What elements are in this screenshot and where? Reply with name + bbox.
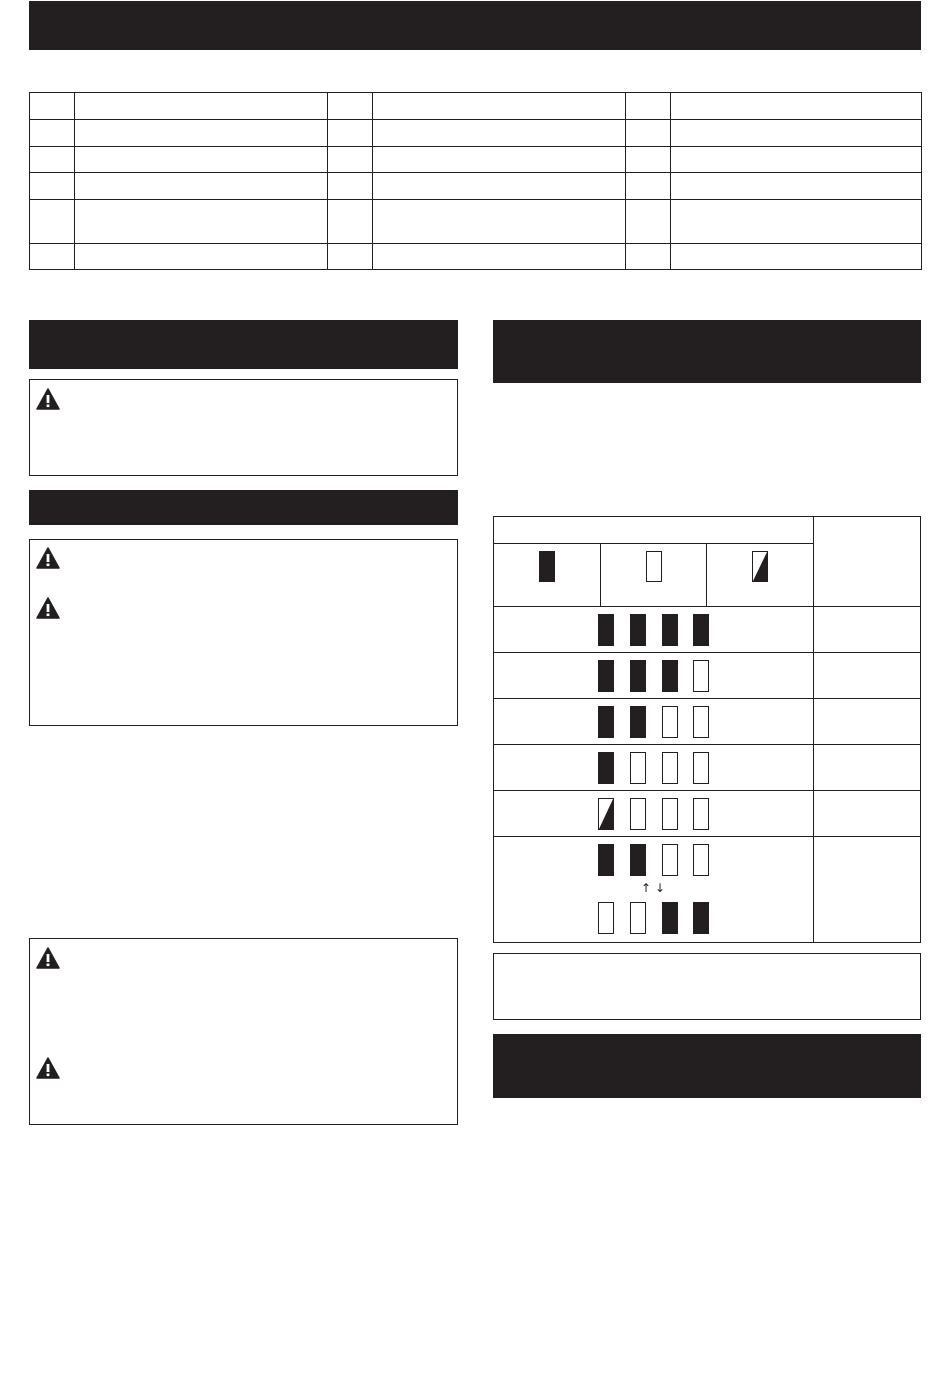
table-row	[30, 147, 922, 173]
table-row	[30, 120, 922, 147]
lamp-off-icon	[630, 902, 646, 934]
parts-table	[29, 92, 922, 270]
warning-box	[29, 539, 458, 726]
table-cell	[75, 93, 328, 120]
table-cell	[75, 147, 328, 173]
warning-triangle-icon	[36, 547, 60, 569]
table-divider	[600, 543, 601, 606]
table-cell	[75, 200, 328, 244]
lamp-off-icon	[693, 752, 709, 784]
table-cell	[671, 173, 922, 200]
table-cell	[373, 93, 626, 120]
arrow-down-icon: ↓	[655, 881, 666, 895]
lamp-off-icon	[662, 844, 678, 876]
table-cell	[328, 244, 373, 270]
table-cell	[30, 120, 75, 147]
table-cell	[30, 173, 75, 200]
lamp-off-icon	[662, 706, 678, 738]
page-header-bar	[29, 1, 921, 50]
indicator-table	[493, 516, 921, 943]
section-heading-bar	[29, 490, 458, 525]
lamp-lit-icon	[693, 902, 709, 934]
table-cell	[328, 120, 373, 147]
lamp-off-icon	[630, 798, 646, 830]
table-cell	[30, 93, 75, 120]
table-divider	[494, 744, 920, 745]
section-heading-bar	[493, 320, 921, 383]
table-divider	[494, 543, 813, 544]
lamp-off-icon	[693, 660, 709, 692]
lamp-off-icon	[693, 706, 709, 738]
warning-box	[29, 379, 458, 476]
table-cell	[626, 244, 671, 270]
table-cell	[626, 93, 671, 120]
table-cell	[671, 147, 922, 173]
table-divider	[494, 836, 920, 837]
table-cell	[328, 173, 373, 200]
table-cell	[373, 173, 626, 200]
section-heading-bar	[29, 320, 458, 369]
lamp-lit-icon	[662, 614, 678, 646]
table-cell	[328, 93, 373, 120]
table-cell	[671, 200, 922, 244]
table-divider	[494, 698, 920, 699]
table-cell	[671, 120, 922, 147]
table-cell	[671, 93, 922, 120]
table-cell	[30, 244, 75, 270]
lamp-off-icon	[646, 551, 662, 582]
table-cell	[328, 200, 373, 244]
table-cell	[30, 200, 75, 244]
table-cell	[373, 244, 626, 270]
table-cell	[75, 173, 328, 200]
lamp-lit-icon	[630, 614, 646, 646]
table-cell	[626, 147, 671, 173]
lamp-lit-icon	[539, 551, 555, 582]
table-cell	[626, 120, 671, 147]
table-cell	[373, 120, 626, 147]
warning-triangle-icon	[36, 947, 60, 969]
lamp-lit-icon	[662, 902, 678, 934]
lamp-blinking-icon	[752, 551, 768, 582]
table-cell	[30, 147, 75, 173]
warning-triangle-icon	[36, 597, 60, 619]
table-row	[30, 93, 922, 120]
lamp-lit-icon	[598, 844, 614, 876]
warning-triangle-icon	[36, 1057, 60, 1079]
table-divider	[494, 652, 920, 653]
lamp-off-icon	[630, 752, 646, 784]
table-cell	[626, 173, 671, 200]
lamp-lit-icon	[662, 660, 678, 692]
lamp-off-icon	[662, 752, 678, 784]
lamp-off-icon	[693, 844, 709, 876]
lamp-lit-icon	[598, 706, 614, 738]
lamp-lit-icon	[693, 614, 709, 646]
table-divider	[494, 790, 920, 791]
lamp-lit-icon	[598, 614, 614, 646]
table-divider	[813, 517, 814, 942]
table-divider	[706, 543, 707, 606]
table-row	[30, 200, 922, 244]
table-cell	[373, 147, 626, 173]
table-row	[30, 173, 922, 200]
lamp-lit-icon	[598, 752, 614, 784]
table-divider	[494, 606, 920, 607]
lamp-lit-icon	[630, 660, 646, 692]
lamp-off-icon	[662, 798, 678, 830]
warning-box	[29, 938, 458, 1125]
table-cell	[328, 147, 373, 173]
table-cell	[671, 244, 922, 270]
table-row	[30, 244, 922, 270]
lamp-lit-icon	[630, 706, 646, 738]
note-box	[493, 953, 921, 1020]
table-cell	[75, 244, 328, 270]
warning-triangle-icon	[36, 388, 60, 410]
lamp-lit-icon	[630, 844, 646, 876]
lamp-lit-icon	[598, 660, 614, 692]
table-cell	[75, 120, 328, 147]
table-cell	[373, 200, 626, 244]
lamp-off-icon	[598, 902, 614, 934]
lamp-off-icon	[693, 798, 709, 830]
section-heading-bar	[493, 1034, 921, 1098]
table-cell	[626, 200, 671, 244]
lamp-blinking-icon	[598, 798, 614, 830]
arrow-up-icon: ↑	[641, 881, 652, 895]
